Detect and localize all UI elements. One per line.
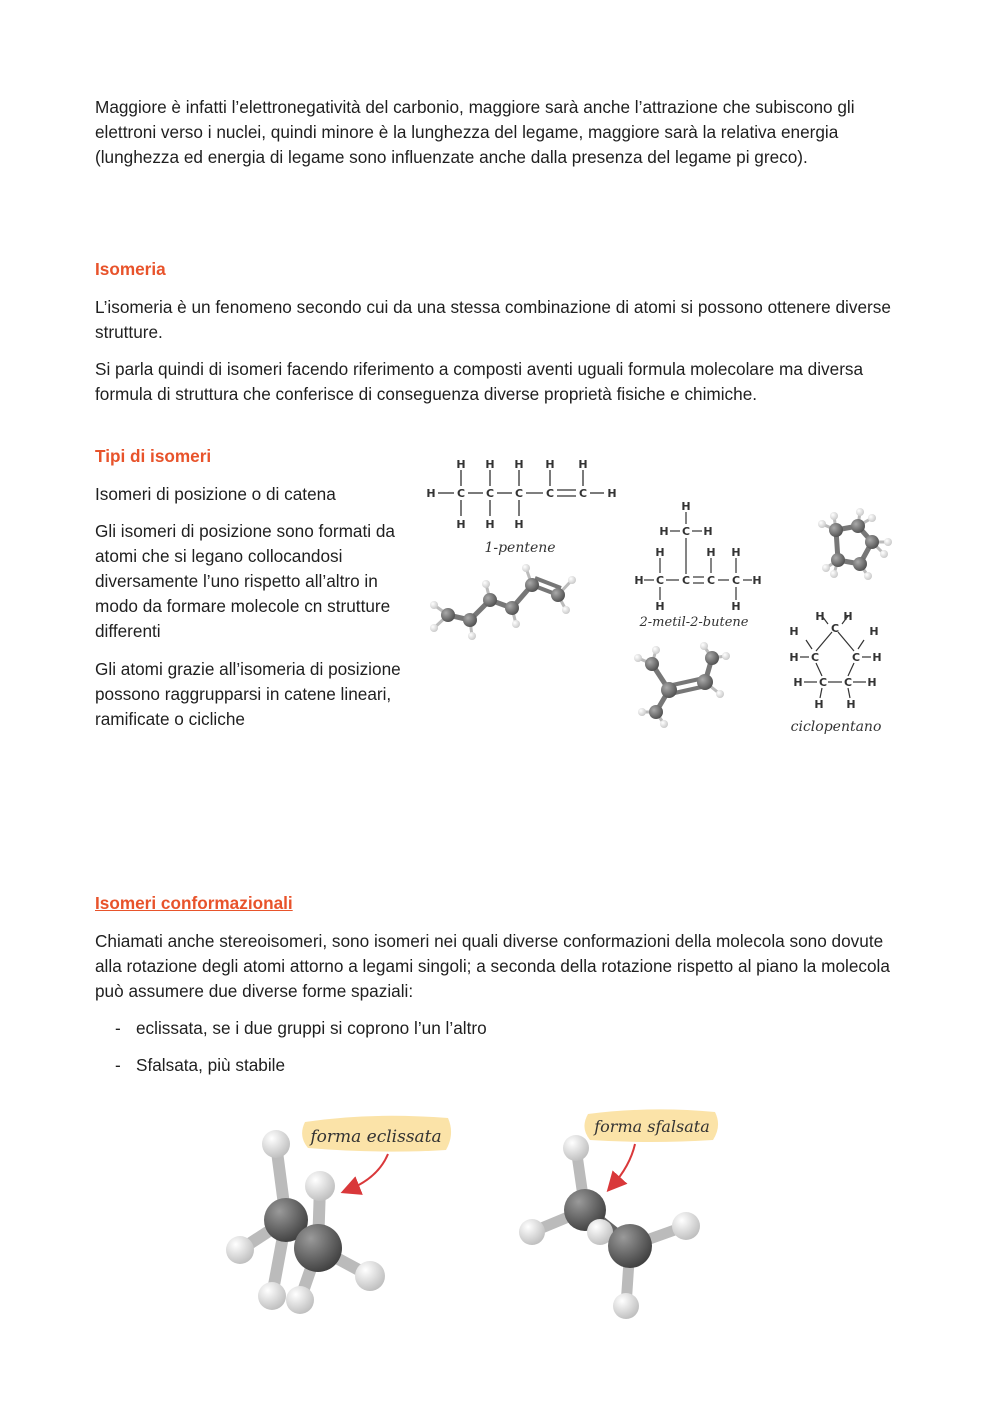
atom-h: H bbox=[514, 458, 524, 471]
atom-h: H bbox=[867, 676, 877, 689]
atom-h: H bbox=[703, 525, 713, 538]
atom-h: H bbox=[456, 458, 466, 471]
ciclopentano-ball-and-stick-model bbox=[818, 508, 892, 580]
atom-c: C bbox=[731, 574, 741, 587]
atom-h: H bbox=[814, 698, 824, 711]
atom-h: H bbox=[752, 574, 762, 587]
list-item-text: Sfalsata, più stabile bbox=[136, 1055, 286, 1075]
atom-c: C bbox=[545, 487, 555, 500]
list-item-text: eclissata, se i due gruppi si coprono l’un l’altro bbox=[136, 1018, 487, 1038]
atom-h: H bbox=[485, 458, 495, 471]
atom-h: H bbox=[634, 574, 644, 587]
atom-h: H bbox=[681, 500, 691, 513]
atom-h: H bbox=[607, 487, 617, 500]
atom-c: C bbox=[578, 487, 588, 500]
bullet-marker: - bbox=[115, 1018, 121, 1038]
atom-c: C bbox=[706, 574, 716, 587]
atom-h: H bbox=[846, 698, 856, 711]
conformations-list bbox=[95, 1016, 895, 1078]
label-forma-eclissata: forma eclissata bbox=[310, 1127, 442, 1147]
atom-c: C bbox=[514, 487, 524, 500]
pentene-atoms bbox=[426, 458, 616, 531]
atom-c: C bbox=[818, 676, 828, 689]
atom-h: H bbox=[578, 458, 588, 471]
label-forma-sfalsata: forma sfalsata bbox=[594, 1117, 710, 1136]
atom-c: C bbox=[843, 676, 853, 689]
arrow-icon bbox=[612, 1144, 635, 1186]
conformazionali-paragraph: Chiamati anche stereoisomeri, sono isomeri nei quali diverse conformazioni della molecola sono dovute alla rotazione degli atomi attorno a legami singoli; a seconda della rotazione rispetto al piano la molecola può assumere due diverse forme spaziali: bbox=[95, 931, 890, 1001]
atom-c: C bbox=[485, 487, 495, 500]
label-1-pentene: 1-pentene bbox=[484, 540, 556, 556]
atom-h: H bbox=[843, 610, 853, 623]
atom-c: C bbox=[456, 487, 466, 500]
isomers-figure bbox=[420, 450, 910, 750]
atom-h: H bbox=[426, 487, 436, 500]
label-ciclopentano: ciclopentano bbox=[790, 719, 882, 735]
section-heading-isomeria: Isomeria bbox=[95, 259, 166, 279]
atom-h: H bbox=[514, 518, 524, 531]
tipi-paragraph-2: Gli isomeri di posizione sono formati da atomi che si legano collocandosi diversamente l’uno rispetto all’altro in modo da formare molecole cn strutture differenti bbox=[95, 521, 395, 641]
atom-h: H bbox=[815, 610, 825, 623]
atom-h: H bbox=[655, 600, 665, 613]
atom-h: H bbox=[731, 600, 741, 613]
atom-h: H bbox=[706, 546, 716, 559]
atom-c: C bbox=[681, 574, 691, 587]
pentene-ball-and-stick-model bbox=[430, 564, 576, 640]
atom-c: C bbox=[681, 525, 691, 538]
sfalsata-model bbox=[519, 1109, 718, 1319]
list-item bbox=[95, 1053, 895, 1078]
section-heading-isomeri-conformazionali: Isomeri conformazionali bbox=[95, 893, 293, 913]
list-item bbox=[95, 1016, 895, 1041]
metilbutene-ball-and-stick-model bbox=[634, 642, 730, 728]
arrow-icon bbox=[348, 1154, 388, 1190]
isomeria-paragraph-2: Si parla quindi di isomeri facendo riferimento a composti aventi uguali formula molecolare ma diversa formula di struttura che conferisce di conseguenza diverse proprietà fisiche e chimiche. bbox=[95, 359, 864, 404]
isomeria-paragraph-1: L’isomeria è un fenomeno secondo cui da una stessa combinazione di atomi si possono ottenere diverse strutture. bbox=[95, 297, 891, 342]
atom-h: H bbox=[456, 518, 466, 531]
atom-h: H bbox=[655, 546, 665, 559]
atom-h: H bbox=[545, 458, 555, 471]
metilbutene-atoms bbox=[634, 500, 761, 613]
atom-h: H bbox=[789, 625, 799, 638]
atom-h: H bbox=[872, 651, 882, 664]
atom-h: H bbox=[869, 625, 879, 638]
tipi-paragraph-3: Gli atomi grazie all’isomeria di posizione possono raggrupparsi in catene lineari, ramificate o cicliche bbox=[95, 659, 401, 729]
conformations-figure bbox=[210, 1100, 750, 1340]
atom-c: C bbox=[810, 651, 820, 664]
atom-h: H bbox=[659, 525, 669, 538]
atom-c: C bbox=[830, 622, 840, 635]
atom-h: H bbox=[789, 651, 799, 664]
section-heading-tipi-di-isomeri: Tipi di isomeri bbox=[95, 446, 212, 466]
atom-c: C bbox=[655, 574, 665, 587]
atom-h: H bbox=[793, 676, 803, 689]
intro-paragraph: Maggiore è infatti l’elettronegatività del carbonio, maggiore sarà anche l’attrazione che subiscono gli elettroni verso i nuclei, quindi minore è la lunghezza del legame, maggiore sarà la relativa energia (lunghezza ed energia di legame sono influenzate anche dalla presenza del legame pi greco). bbox=[95, 97, 855, 167]
tipi-paragraph-1: Isomeri di posizione o di catena bbox=[95, 484, 336, 504]
atom-c: C bbox=[851, 651, 861, 664]
label-2-metil-2-butene: 2-metil-2-butene bbox=[639, 615, 749, 630]
eclissata-model bbox=[226, 1116, 451, 1314]
atom-h: H bbox=[485, 518, 495, 531]
atom-h: H bbox=[731, 546, 741, 559]
bullet-marker: - bbox=[115, 1055, 121, 1075]
ciclopentano-atoms bbox=[789, 610, 881, 711]
